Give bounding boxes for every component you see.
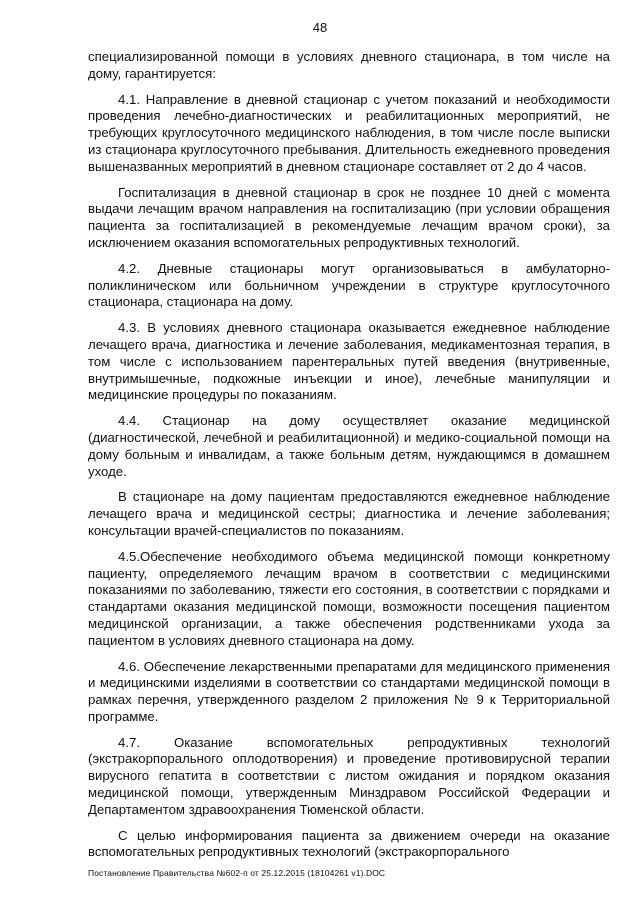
paragraph-4-5: 4.5.Обеспечение необходимого объема медицинской помощи конкретному пациенту, определяемого лечащим врачом в соответствии с медицинскими показаниями по заболеванию, тяжести его состояния, в соответствии с порядками и стандартами оказания медицинской помощи, возможности посещения пациентом медицинской организации, а также обеспечения родственниками ухода за пациентом в условиях дневного стационара на дому. [88,548,610,648]
paragraph-4-3: 4.3. В условиях дневного стационара оказывается ежедневное наблюдение лечащего врача, диагностика и лечение заболевания, медикаментозная терапия, в том числе с использованием парентеральных путей введения (внутривенные, внутримышечные, подкожные инъекции и иное), лечебные манипуляции и медицинские процедуры по показаниям. [88,320,610,403]
paragraph-queue-info: С целью информирования пациента за движением очереди на оказание вспомогательных репродуктивных технологий (экстракорпорального [88,827,610,860]
paragraph-4-2: 4.2. Дневные стационары могут организовываться в амбулаторно-поликлиническом или больничном учреждении в структуре круглосуточного стационара, стационара на дому. [88,260,610,310]
paragraph-4-4: 4.4. Стационар на дому осуществляет оказание медицинской (диагностической, лечебной и реабилитационной) и медико-социальной помощи на дому больным и инвалидам, а также больным детям, нуждающимся в домашнем уходе. [88,413,610,479]
document-body [88,49,610,870]
paragraph-intro: специализированной помощи в условиях дневного стационара, в том числе на дому, гарантируется: [88,49,610,81]
document-footer: Постановление Правительства №602-п от 25.12.2015 (18104261 v1).DOC [88,868,386,878]
paragraph-4-7: 4.7. Оказание вспомогательных репродуктивных технологий (экстракорпорального оплодотворения) и проведение противовирусной терапии вирусного гепатита в соответствии с листом ожидания и порядком оказания медицинской помощи, утвержденным Минздравом Российской Федерации и Департаментом здравоохранения Тюменской области. [88,734,610,817]
paragraph-hospitalization: Госпитализация в дневной стационар в срок не позднее 10 дней с момента выдачи лечащим врачом направления на госпитализацию (при условии обращения пациента за госпитализацией в рекомендуемые лечащим врачом сроки), за исключением оказания вспомогательных репродуктивных технологий. [88,184,610,250]
paragraph-home-care: В стационаре на дому пациентам предоставляются ежедневное наблюдение лечащего врача и медицинской сестры; диагностика и лечение заболевания; консультации врачей-специалистов по показаниям. [88,489,610,538]
paragraph-4-1: 4.1. Направление в дневной стационар с учетом показаний и необходимости проведения лечебно-диагностических и реабилитационных мероприятий, не требующих круглосуточного медицинского наблюдения, в том числе после выписки из стационара круглосуточного пребывания. Длительность ежедневного проведения вышеназванных мероприятий в дневном стационаре составляет от 2 до 4 часов. [88,91,610,174]
page-number: 48 [312,20,328,35]
paragraph-4-6: 4.6. Обеспечение лекарственными препаратами для медицинского применения и медицинскими изделиями в соответствии со стандартами медицинской помощи в рамках перечня, утвержденного разделом 2 приложения № 9 к Территориальной программе. [88,658,610,724]
